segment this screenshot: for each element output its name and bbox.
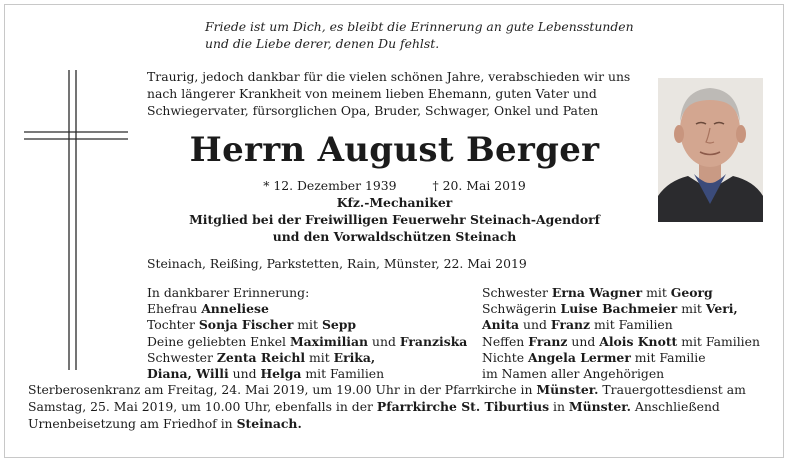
text-run: Neffen: [482, 333, 529, 349]
text-run: Nichte: [482, 349, 528, 365]
motto: [205, 18, 645, 52]
text-run: mit Familie: [630, 349, 706, 365]
text-run: Schwester: [147, 349, 217, 365]
text-run: Trauergottesdienst am Samstag, 25. Mai 2019, um 10.00 Uhr, ebenfalls in der: [28, 382, 746, 415]
name-highlight: Franziska: [399, 333, 468, 349]
name-highlight: Helga: [260, 366, 302, 382]
name-highlight: Sonja Fischer: [198, 317, 294, 333]
name-highlight: Pfarrkirche St. Tiburtius: [376, 399, 550, 415]
mourner-line: [147, 317, 477, 333]
name-highlight: Münster.: [536, 382, 599, 397]
death-date: † 20. Mai 2019: [432, 178, 526, 193]
name-highlight: Zenta Reichl: [216, 349, 306, 365]
mourner-line: [147, 301, 477, 317]
motto-line-1: Friede ist um Dich, es bleibt die Erinnerung an gute Lebensstunden: [205, 19, 634, 34]
membership-line-1: Mitglied bei der Freiwilligen Feuerwehr Steinach-Agendorf: [189, 212, 600, 227]
service-details: [28, 381, 768, 433]
mourner-line: [482, 350, 782, 366]
text-run: mit Familien: [301, 366, 385, 382]
name-highlight: Luise Bachmeier: [560, 301, 678, 317]
mourner-line: [147, 350, 477, 366]
mourner-line: [482, 334, 782, 350]
mourner-line: [482, 285, 782, 301]
name-highlight: Anita: [482, 317, 520, 333]
name-highlight: Veri,: [705, 301, 738, 317]
place-and-date: Steinach, Reißing, Parkstetten, Rain, Münster, 22. Mai 2019: [147, 256, 527, 271]
name-highlight: Anneliese: [201, 301, 269, 317]
text-run: und: [519, 317, 551, 333]
name-highlight: Diana, Willi: [147, 366, 229, 382]
text-run: und: [567, 333, 600, 349]
text-run: Schwester: [482, 285, 552, 300]
life-dates: [147, 177, 642, 194]
mourner-line: [147, 285, 477, 301]
text-run: und: [228, 366, 261, 382]
name-highlight: Franz: [528, 333, 568, 349]
text-run: in: [549, 399, 569, 415]
mourner-line: [482, 317, 782, 333]
text-run: Tochter: [147, 317, 199, 333]
name-highlight: Franz: [550, 317, 591, 333]
text-run: In dankbarer Erinnerung:: [147, 285, 310, 300]
text-run: mit Familien: [590, 317, 673, 333]
portrait-photo: [658, 78, 763, 222]
text-run: mit: [305, 349, 334, 365]
name-highlight: Alois Knott: [599, 333, 678, 349]
name-highlight: Angela Lermer: [527, 349, 631, 365]
name-highlight: Maximilian: [289, 333, 369, 349]
text-run: Ehefrau: [147, 301, 202, 317]
text-run: Schwägerin: [482, 301, 561, 317]
name-highlight: Sepp: [321, 317, 357, 333]
deceased-name: Herrn August Berger: [189, 130, 600, 170]
text-run: mit Familien: [677, 333, 760, 349]
text-run: mit: [677, 301, 706, 317]
membership-line-2: und den Vorwaldschützen Steinach: [272, 229, 517, 244]
text-run: Deine geliebten Enkel: [147, 333, 290, 349]
motto-line-2: und die Liebe derer, denen Du fehlst.: [205, 36, 440, 51]
text-run: im Namen aller Angehörigen: [482, 366, 665, 382]
text-run: Sterberosenkranz am Freitag, 24. Mai 2019, um 19.00 Uhr in der Pfarrkirche in: [28, 382, 537, 397]
mourner-line: [147, 366, 477, 382]
mourners-right: [482, 285, 782, 382]
name-highlight: Erika,: [333, 349, 376, 365]
mourner-line: [482, 301, 782, 317]
text-run: und: [368, 333, 400, 349]
mourner-line: [482, 366, 782, 382]
intro-text: Traurig, jedoch dankbar für die vielen schönen Jahre, verabschieden wir uns nach längerer Krankheit von meinem lieben Ehemann, guten Vater und Schwiegervater, fürsorglichen Opa, Bruder, Schwager, Onkel und Paten: [147, 69, 631, 118]
text-run: mit: [293, 317, 322, 333]
name-highlight: Steinach.: [236, 416, 302, 432]
name-highlight: Erna Wagner: [551, 285, 643, 300]
text-run: mit: [642, 285, 671, 300]
profession: Kfz.-Mechaniker: [336, 195, 453, 210]
birth-date: * 12. Dezember 1939: [263, 178, 397, 193]
mourner-line: [147, 334, 477, 350]
name-highlight: Georg: [670, 285, 713, 300]
cross-icon: [24, 70, 128, 374]
text-run: Anschließend Urnenbeisetzung am Friedhof in: [28, 399, 720, 432]
name-highlight: Münster.: [568, 399, 631, 415]
mourners-left: [147, 285, 477, 382]
